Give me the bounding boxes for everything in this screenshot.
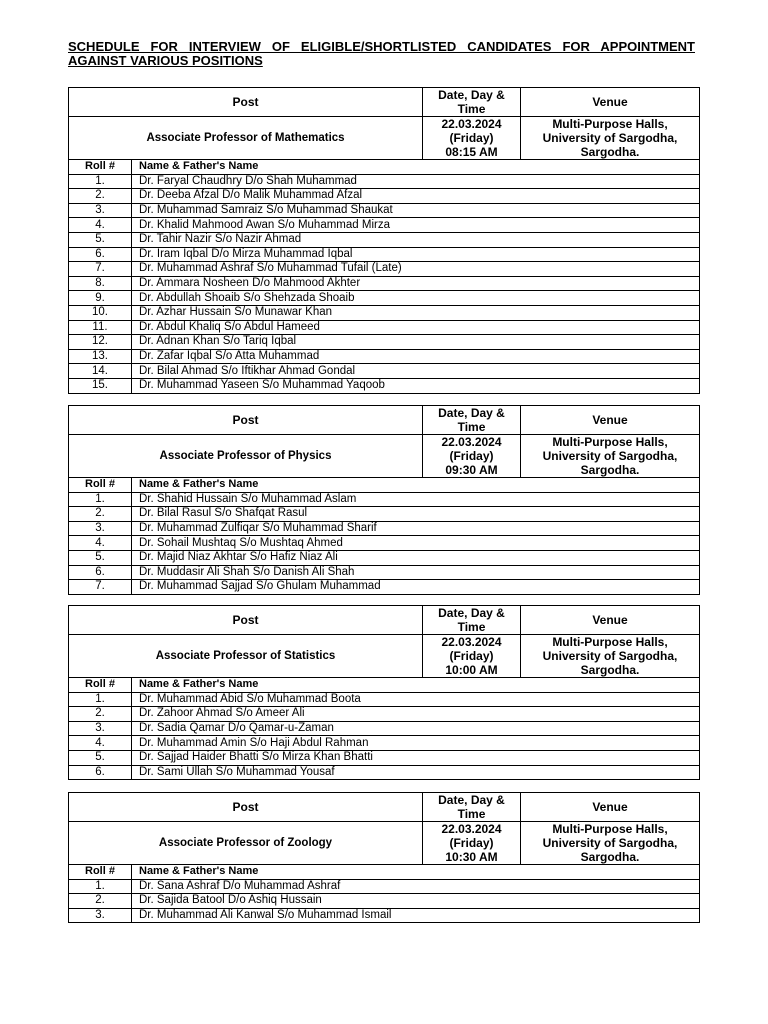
table-row xyxy=(69,550,700,565)
candidate-name: Dr. Muhammad Samraiz S/o Muhammad Shaukat xyxy=(132,203,700,218)
table-row xyxy=(69,707,700,722)
schedule-section xyxy=(68,87,699,394)
roll-header: Roll # xyxy=(69,478,132,493)
interview-day: (Friday) xyxy=(449,836,494,850)
post-header: Post xyxy=(69,88,423,117)
roll-number: 1. xyxy=(69,879,132,894)
table-row xyxy=(69,565,700,580)
table-row xyxy=(69,721,700,736)
interview-venue xyxy=(521,435,700,478)
candidate-name: Dr. Sohail Mushtaq S/o Mushtaq Ahmed xyxy=(132,536,700,551)
table-row xyxy=(69,736,700,751)
candidate-name: Dr. Muddasir Ali Shah S/o Danish Ali Shah xyxy=(132,565,700,580)
table-row xyxy=(69,232,700,247)
table-row xyxy=(69,291,700,306)
roll-number: 6. xyxy=(69,565,132,580)
roll-number: 15. xyxy=(69,378,132,393)
candidate-name: Dr. Tahir Nazir S/o Nazir Ahmad xyxy=(132,232,700,247)
interview-day: (Friday) xyxy=(449,649,494,663)
venue-line: Sargodha. xyxy=(580,145,640,159)
venue-line: University of Sargodha, xyxy=(542,649,678,663)
venue-header: Venue xyxy=(521,88,700,117)
venue-line: University of Sargodha, xyxy=(542,131,678,145)
table-row xyxy=(69,189,700,204)
roll-header: Roll # xyxy=(69,160,132,175)
venue-line: Sargodha. xyxy=(580,463,640,477)
roll-header: Roll # xyxy=(69,865,132,880)
table-row xyxy=(69,692,700,707)
interview-venue xyxy=(521,635,700,678)
table-row xyxy=(69,320,700,335)
table-row xyxy=(69,305,700,320)
candidate-name: Dr. Abdul Khaliq S/o Abdul Hameed xyxy=(132,320,700,335)
venue-line: Sargodha. xyxy=(580,663,640,677)
post-title: Associate Professor of Statistics xyxy=(69,635,423,678)
venue-line: Multi-Purpose Halls, xyxy=(552,117,668,131)
candidate-name: Dr. Faryal Chaudhry D/o Shah Muhammad xyxy=(132,174,700,189)
candidate-name: Dr. Muhammad Zulfiqar S/o Muhammad Sharif xyxy=(132,521,700,536)
datetime-header-line: Time xyxy=(457,807,486,821)
datetime-header-line: Date, Day & xyxy=(438,88,505,102)
interview-date: 22.03.2024 xyxy=(441,635,502,649)
roll-number: 4. xyxy=(69,218,132,233)
candidate-name: Dr. Majid Niaz Akhtar S/o Hafiz Niaz Ali xyxy=(132,550,700,565)
venue-line: University of Sargodha, xyxy=(542,449,678,463)
candidate-name: Dr. Zafar Iqbal S/o Atta Muhammad xyxy=(132,349,700,364)
name-header: Name & Father's Name xyxy=(132,160,700,175)
roll-number: 5. xyxy=(69,750,132,765)
interview-datetime xyxy=(423,635,521,678)
roll-number: 1. xyxy=(69,692,132,707)
post-title: Associate Professor of Zoology xyxy=(69,822,423,865)
venue-header: Venue xyxy=(521,606,700,635)
table-row xyxy=(69,247,700,262)
candidate-name: Dr. Iram Iqbal D/o Mirza Muhammad Iqbal xyxy=(132,247,700,262)
interview-time: 08:15 AM xyxy=(445,145,498,159)
datetime-header-line: Time xyxy=(457,420,486,434)
interview-venue xyxy=(521,822,700,865)
table-row xyxy=(69,349,700,364)
roll-number: 3. xyxy=(69,721,132,736)
post-title: Associate Professor of Physics xyxy=(69,435,423,478)
table-row xyxy=(69,335,700,350)
interview-datetime xyxy=(423,435,521,478)
datetime-header-line: Time xyxy=(457,102,486,116)
table-row xyxy=(69,174,700,189)
roll-number: 6. xyxy=(69,765,132,780)
post-header: Post xyxy=(69,793,423,822)
venue-line: Multi-Purpose Halls, xyxy=(552,435,668,449)
roll-number: 9. xyxy=(69,291,132,306)
candidate-name: Dr. Abdullah Shoaib S/o Shehzada Shoaib xyxy=(132,291,700,306)
interview-date: 22.03.2024 xyxy=(441,435,502,449)
roll-number: 1. xyxy=(69,174,132,189)
candidate-name: Dr. Sami Ullah S/o Muhammad Yousaf xyxy=(132,765,700,780)
table-row xyxy=(69,203,700,218)
datetime-header-line: Date, Day & xyxy=(438,793,505,807)
candidate-name: Dr. Khalid Mahmood Awan S/o Muhammad Mirza xyxy=(132,218,700,233)
roll-number: 5. xyxy=(69,232,132,247)
roll-number: 3. xyxy=(69,203,132,218)
roll-number: 2. xyxy=(69,507,132,522)
candidate-name: Dr. Muhammad Sajjad S/o Ghulam Muhammad xyxy=(132,580,700,595)
candidate-table-header xyxy=(69,160,700,175)
roll-number: 8. xyxy=(69,276,132,291)
candidate-name: Dr. Ammara Nosheen D/o Mahmood Akhter xyxy=(132,276,700,291)
roll-number: 12. xyxy=(69,335,132,350)
venue-header: Venue xyxy=(521,793,700,822)
schedule-section xyxy=(68,405,699,595)
datetime-header xyxy=(423,406,521,435)
candidate-table xyxy=(68,477,700,595)
name-header: Name & Father's Name xyxy=(132,865,700,880)
roll-number: 6. xyxy=(69,247,132,262)
candidate-name: Dr. Zahoor Ahmad S/o Ameer Ali xyxy=(132,707,700,722)
datetime-header-line: Date, Day & xyxy=(438,406,505,420)
post-header: Post xyxy=(69,606,423,635)
candidate-table-header xyxy=(69,478,700,493)
datetime-header-line: Date, Day & xyxy=(438,606,505,620)
venue-line: Sargodha. xyxy=(580,850,640,864)
candidate-name: Dr. Muhammad Ashraf S/o Muhammad Tufail (Late) xyxy=(132,262,700,277)
roll-number: 5. xyxy=(69,550,132,565)
table-row xyxy=(69,750,700,765)
roll-header: Roll # xyxy=(69,678,132,693)
page-title: SCHEDULE FOR INTERVIEW OF ELIGIBLE/SHORTLISTED CANDIDATES FOR APPOINTMENT AGAINST VARIOUS POSITIONS xyxy=(68,39,695,68)
table-row xyxy=(69,218,700,233)
table-row xyxy=(69,879,700,894)
interview-datetime xyxy=(423,822,521,865)
interview-venue xyxy=(521,117,700,160)
interview-date: 22.03.2024 xyxy=(441,822,502,836)
datetime-header xyxy=(423,606,521,635)
datetime-header xyxy=(423,88,521,117)
post-header: Post xyxy=(69,406,423,435)
candidate-name: Dr. Shahid Hussain S/o Muhammad Aslam xyxy=(132,492,700,507)
venue-header: Venue xyxy=(521,406,700,435)
roll-number: 4. xyxy=(69,736,132,751)
interview-time: 10:30 AM xyxy=(445,850,498,864)
interview-datetime xyxy=(423,117,521,160)
candidate-name: Dr. Muhammad Yaseen S/o Muhammad Yaqoob xyxy=(132,378,700,393)
table-row xyxy=(69,378,700,393)
name-header: Name & Father's Name xyxy=(132,678,700,693)
roll-number: 2. xyxy=(69,894,132,909)
candidate-name: Dr. Sajjad Haider Bhatti S/o Mirza Khan Bhatti xyxy=(132,750,700,765)
post-title: Associate Professor of Mathematics xyxy=(69,117,423,160)
candidate-name: Dr. Bilal Rasul S/o Shafqat Rasul xyxy=(132,507,700,522)
venue-line: Multi-Purpose Halls, xyxy=(552,822,668,836)
roll-number: 2. xyxy=(69,707,132,722)
section-header-table xyxy=(68,87,700,160)
candidate-name: Dr. Sajida Batool D/o Ashiq Hussain xyxy=(132,894,700,909)
datetime-header xyxy=(423,793,521,822)
table-row xyxy=(69,580,700,595)
roll-number: 3. xyxy=(69,908,132,923)
roll-number: 1. xyxy=(69,492,132,507)
candidate-name: Dr. Muhammad Amin S/o Haji Abdul Rahman xyxy=(132,736,700,751)
candidate-table-header xyxy=(69,865,700,880)
table-row xyxy=(69,908,700,923)
section-header-table xyxy=(68,405,700,478)
table-row xyxy=(69,507,700,522)
candidate-name: Dr. Muhammad Ali Kanwal S/o Muhammad Ismail xyxy=(132,908,700,923)
candidate-table xyxy=(68,677,700,780)
roll-number: 3. xyxy=(69,521,132,536)
table-row xyxy=(69,765,700,780)
roll-number: 2. xyxy=(69,189,132,204)
table-row xyxy=(69,894,700,909)
interview-time: 10:00 AM xyxy=(445,663,498,677)
candidate-table-header xyxy=(69,678,700,693)
table-row xyxy=(69,536,700,551)
candidate-name: Dr. Muhammad Abid S/o Muhammad Boota xyxy=(132,692,700,707)
candidate-name: Dr. Adnan Khan S/o Tariq Iqbal xyxy=(132,335,700,350)
schedule-section xyxy=(68,605,699,780)
interview-date: 22.03.2024 xyxy=(441,117,502,131)
section-header-table xyxy=(68,792,700,865)
candidate-name: Dr. Sadia Qamar D/o Qamar-u-Zaman xyxy=(132,721,700,736)
candidate-name: Dr. Azhar Hussain S/o Munawar Khan xyxy=(132,305,700,320)
roll-number: 13. xyxy=(69,349,132,364)
table-row xyxy=(69,521,700,536)
datetime-header-line: Time xyxy=(457,620,486,634)
table-row xyxy=(69,262,700,277)
candidate-table xyxy=(68,864,700,923)
interview-day: (Friday) xyxy=(449,449,494,463)
candidate-name: Dr. Sana Ashraf D/o Muhammad Ashraf xyxy=(132,879,700,894)
name-header: Name & Father's Name xyxy=(132,478,700,493)
table-row xyxy=(69,276,700,291)
venue-line: Multi-Purpose Halls, xyxy=(552,635,668,649)
section-header-table xyxy=(68,605,700,678)
roll-number: 7. xyxy=(69,262,132,277)
interview-time: 09:30 AM xyxy=(445,463,498,477)
roll-number: 10. xyxy=(69,305,132,320)
roll-number: 11. xyxy=(69,320,132,335)
schedule-section xyxy=(68,792,699,923)
candidate-name: Dr. Bilal Ahmad S/o Iftikhar Ahmad Gondal xyxy=(132,364,700,379)
roll-number: 7. xyxy=(69,580,132,595)
interview-day: (Friday) xyxy=(449,131,494,145)
roll-number: 4. xyxy=(69,536,132,551)
venue-line: University of Sargodha, xyxy=(542,836,678,850)
table-row xyxy=(69,364,700,379)
roll-number: 14. xyxy=(69,364,132,379)
table-row xyxy=(69,492,700,507)
candidate-table xyxy=(68,159,700,394)
candidate-name: Dr. Deeba Afzal D/o Malik Muhammad Afzal xyxy=(132,189,700,204)
